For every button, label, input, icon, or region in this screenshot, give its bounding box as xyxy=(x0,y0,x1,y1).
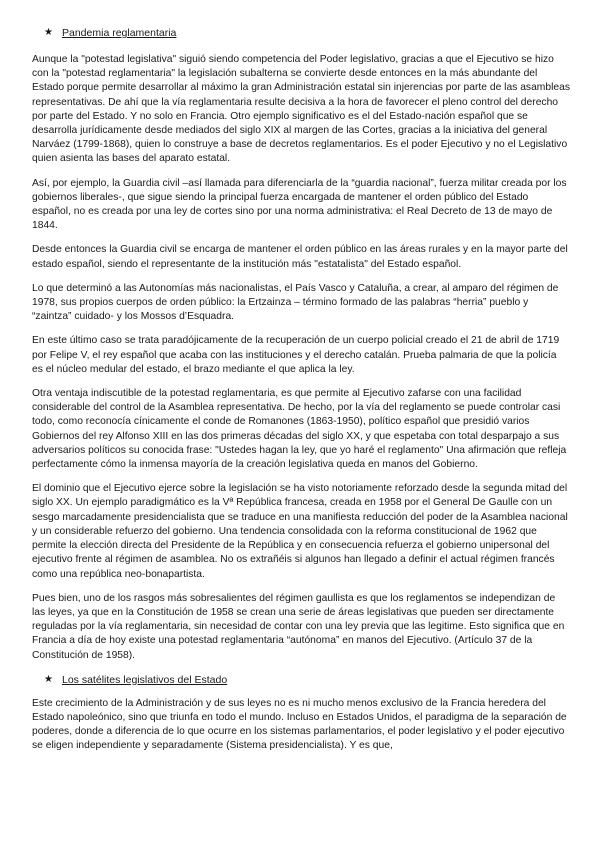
paragraph: Desde entonces la Guardia civil se encarga de mantener el orden público en las áreas rurales y en la mayor parte del estado español, siendo el representante de la institución más "estatalista" del Estado español. xyxy=(32,244,568,270)
star-bullet-icon: ★ xyxy=(44,673,53,685)
paragraph: Lo que determinó a las Autonomías más nacionalistas, el País Vasco y Cataluña, a crear, al amparo del régimen de 1978, sus propios cuerpos de orden público: la Ertzainza – término formado de las palabras “herria” pueblo y “zaintza” cuidado- y los Mossos d’Esquadra. xyxy=(32,282,559,323)
paragraph: Aunque la "potestad legislativa" siguió siendo competencia del Poder legislativo, gracias a que el Ejecutivo se hizo con la "potestad reglamentaria" la legislación subalterna se convierte desde entonces en la más abundante del Estado porque permite desarrollar al máximo la gran Administración estatal sin injerencias por parte de las asambleas representativas. De ahí que la vía reglamentaria resulte decisiva a la hora de favorecer el pleno control del derecho por parte del Estado. Y no solo en Francia. Otro ejemplo significativo es el del Estado-nación español que se desarrolla jurídicamente desde mediados del siglo XIX al margen de las Cortes, gracias a la iniciativa del general Narváez (1799-1868), quien lo construye a base de decretos reglamentarios. Es el poder Ejecutivo y no el Legislativo quien asienta las bases del aparato estatal. xyxy=(32,54,570,165)
section-heading-satelites xyxy=(44,673,570,687)
section-title: Los satélites legislativos del Estado xyxy=(62,673,228,686)
paragraph: Así, por ejemplo, la Guardia civil –así llamada para diferenciarla de la “guardia nacional”, fuerza militar creada por los gobiernos liberales-, que sigue siendo la principal fuerza encargada de mantener el orden público del Estado español, no es creada por una ley de cortes sino por una norma administrativa: el Real Decreto de 13 de mayo de 1844. xyxy=(32,177,567,232)
paragraph: Este crecimiento de la Administración y de sus leyes no es ni mucho menos exclusivo de la Francia heredera del Estado napoleónico, sino que triunfa en todo el mundo. Incluso en Estados Unidos, el paradigma de la separación de poderes, donde a diferencia de lo que ocurre en los sistemas parlamentarios, el poder legislativo y el poder ejecutivo se eligen independiente y separadamente (Sistema presidencialista). Y es que, xyxy=(32,697,567,752)
paragraph: Otra ventaja indiscutible de la potestad reglamentaria, es que permite al Ejecutivo zafarse con una facilidad considerable del control de la Asamblea representativa. De hecho, por la vía del reglamento se puede controlar casi todo, como reconocía cínicamente el conde de Romanones (1863-1950), político español que presidió varios Gobiernos del rey Alfonso XIII en las dos primeras décadas del siglo XX, y que espetaba con total desparpajo a sus adversarios políticos su conocida frase: "Ustedes hagan la ley, que yo haré el reglamento" Una afirmación que refleja perfectamente cómo la inmensa mayoría de la creación legislativa queda en manos del Gobierno. xyxy=(32,388,567,471)
section-heading-pandemia xyxy=(44,26,570,40)
star-bullet-icon: ★ xyxy=(44,27,53,38)
paragraph: En este último caso se trata paradójicamente de la recuperación de un cuerpo policial creado el 21 de abril de 1719 por Felipe V, el rey español que acaba con las instituciones y el derecho catalán. Prueba palmaria de que la policía es el núcleo medular del estado, el brazo mediante el que aplica la ley. xyxy=(32,335,560,375)
paragraph: Pues bien, uno de los rasgos más sobresalientes del régimen gaullista es que los reglamentos se independizan de las leyes, ya que en la Constitución de 1958 se crean una serie de áreas legislativas que pueden ser directamente reguladas por la vía reglamentaria, sin necesidad de contar con una ley previa que las legitime. Esto significa que en Francia a día de hoy existe una potestad reglamentaria “autónoma” en manos del Ejecutivo. (Artículo 37 de la Constitución de 1958). xyxy=(32,592,565,661)
section-title: Pandemia reglamentaria xyxy=(62,27,177,39)
paragraph: El dominio que el Ejecutivo ejerce sobre la legislación se ha visto notoriamente reforzado desde la segunda mitad del siglo XX. Un ejemplo paradigmático es la Vª República francesa, creada en 1958 por el General De Gaulle con un sesgo marcadamente presidencialista que se traduce en una manifiesta reducción del poder de la Asamblea nacional y un considerable refuerzo del gobierno. Una tendencia consolidada con la reforma constitucional de 1962 que permite la elección directa del Presidente de la República y en consecuencia refuerza el gobierno unipersonal del ejecutivo frente al régimen de asamblea. No os extrañéis si algunos han llegado a definir el actual régimen francés como una república neo-bonapartista. xyxy=(32,483,568,580)
